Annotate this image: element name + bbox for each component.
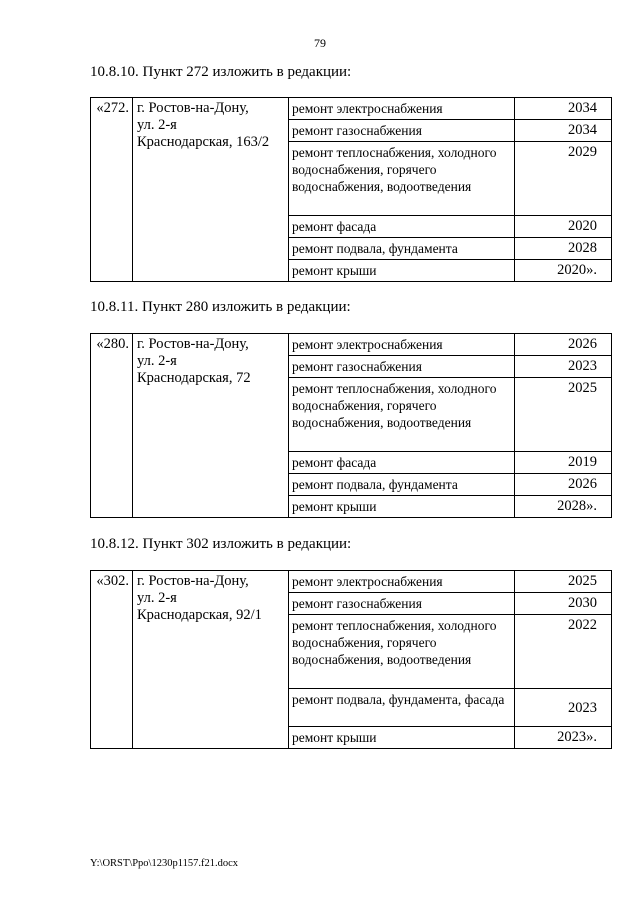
work-year: 2030 [515, 593, 612, 615]
work-type: ремонт теплоснабжения, холодного водоснабжения, горячего водоснабжения, водоотведения [289, 615, 515, 689]
work-year: 2023». [515, 727, 612, 749]
address-line: ул. 2-я [137, 117, 177, 133]
work-type: ремонт подвала, фундамента [289, 474, 515, 496]
address-line: ул. 2-я [137, 590, 177, 606]
work-type: ремонт подвала, фундамента, фасада [289, 689, 515, 727]
work-type: ремонт подвала, фундамента [289, 238, 515, 260]
work-year: 2020». [515, 260, 612, 282]
table-row [91, 98, 612, 120]
work-type: ремонт газоснабжения [289, 356, 515, 378]
address-line: Краснодарская, 92/1 [137, 607, 262, 623]
work-year: 2023 [515, 356, 612, 378]
work-year: 2023 [515, 689, 612, 727]
work-year: 2025 [515, 378, 612, 452]
address-line: Краснодарская, 163/2 [137, 134, 270, 150]
work-type: ремонт теплоснабжения, холодного водоснабжения, горячего водоснабжения, водоотведения [289, 142, 515, 216]
page-number: 79 [314, 36, 326, 50]
work-type: ремонт фасада [289, 216, 515, 238]
work-year: 2020 [515, 216, 612, 238]
work-type: ремонт электроснабжения [289, 571, 515, 593]
document-path: Y:\ORST\Ppo\1230p1157.f21.docx [90, 858, 238, 869]
address-cell [133, 98, 289, 282]
item-number: «272. [91, 98, 133, 282]
work-year: 2034 [515, 98, 612, 120]
work-type: ремонт крыши [289, 260, 515, 282]
address-line: г. Ростов-на-Дону, [137, 573, 249, 589]
work-type: ремонт крыши [289, 496, 515, 518]
table-row [91, 334, 612, 356]
work-year: 2028 [515, 238, 612, 260]
section-heading: 10.8.11. Пункт 280 изложить в редакции: [90, 299, 351, 315]
work-type: ремонт крыши [289, 727, 515, 749]
work-type: ремонт газоснабжения [289, 593, 515, 615]
address-line: ул. 2-я [137, 353, 177, 369]
work-year: 2026 [515, 474, 612, 496]
address-line: Краснодарская, 72 [137, 370, 251, 386]
work-year: 2026 [515, 334, 612, 356]
work-year: 2034 [515, 120, 612, 142]
address-line: г. Ростов-на-Дону, [137, 100, 249, 116]
work-type: ремонт теплоснабжения, холодного водоснабжения, горячего водоснабжения, водоотведения [289, 378, 515, 452]
amendment-table [90, 570, 612, 749]
work-type: ремонт электроснабжения [289, 334, 515, 356]
work-year: 2022 [515, 615, 612, 689]
address-line: г. Ростов-на-Дону, [137, 336, 249, 352]
table-row [91, 571, 612, 593]
work-type: ремонт фасада [289, 452, 515, 474]
address-cell [133, 334, 289, 518]
work-year: 2025 [515, 571, 612, 593]
item-number: «280. [91, 334, 133, 518]
item-number: «302. [91, 571, 133, 749]
work-year: 2019 [515, 452, 612, 474]
address-cell [133, 571, 289, 749]
amendment-table [90, 333, 612, 518]
work-type: ремонт газоснабжения [289, 120, 515, 142]
work-year: 2028». [515, 496, 612, 518]
section-heading: 10.8.10. Пункт 272 изложить в редакции: [90, 64, 352, 80]
amendment-table [90, 97, 612, 282]
section-heading: 10.8.12. Пункт 302 изложить в редакции: [90, 536, 352, 552]
work-type: ремонт электроснабжения [289, 98, 515, 120]
work-year: 2029 [515, 142, 612, 216]
